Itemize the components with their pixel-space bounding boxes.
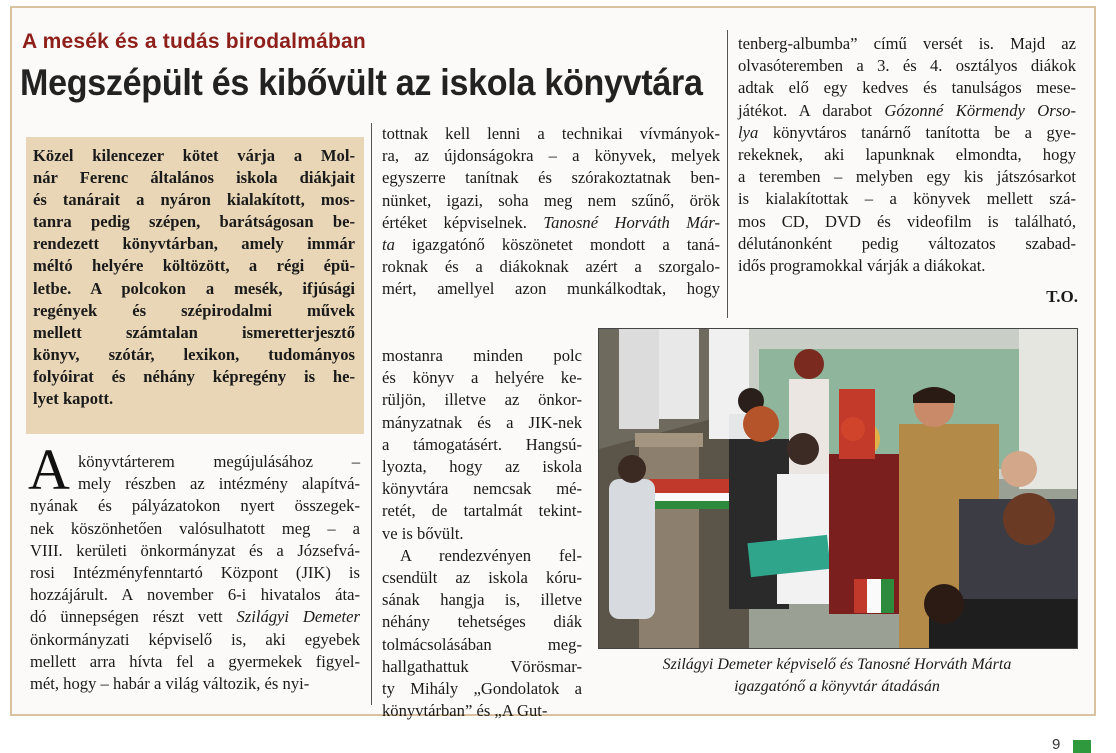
- text-line: csendült az iskola kóru-: [382, 568, 582, 588]
- text-line: méltó helyére költözött, a régi épü-: [33, 256, 355, 276]
- text-line: ty Mihály „Gondolatok a: [382, 679, 582, 699]
- text-line: is kialakítottak – a könyvek mellett szá-: [738, 189, 1076, 209]
- column-divider: [727, 30, 728, 318]
- article-kicker: A mesék és a tudás birodalmában: [22, 30, 366, 53]
- text-line: tanra pedig szépen, barátságosan be-: [33, 212, 355, 232]
- text-line: ta igazgatónő köszönetet mondott a taná-: [382, 235, 720, 255]
- text-line: mostanra minden polc: [382, 346, 582, 365]
- photo-caption: [600, 654, 1074, 698]
- text-line: mos CD, DVD és videofilm is található,: [738, 211, 1076, 231]
- text-line: folyóirat és néhány képregény is he-: [33, 366, 355, 386]
- text-line: és könyv a helyére ke-: [382, 368, 582, 388]
- text-line: dó ünnepségen részt vett Szilágyi Demeter: [30, 607, 360, 627]
- text-line: mányzatnak és a JIK-nek: [382, 412, 582, 432]
- text-line: sának hangja is, illetve: [382, 590, 582, 610]
- article-headline: Megszépült és kibővült az iskola könyvtára: [20, 62, 703, 103]
- text-line: retét, de tartalmát tekint-: [382, 501, 582, 521]
- lead-paragraph: [33, 145, 355, 410]
- text-line: mét, hogy – habár a világ változik, és nyi-: [30, 674, 310, 694]
- text-line: a teremben – melyben egy kis játszósarkot: [738, 167, 1076, 187]
- text-line: rüljön, illetve az önkor-: [382, 390, 582, 410]
- text-line: értéket képviselnek. Tanosné Horváth Már-: [382, 212, 720, 232]
- column-3-text: [738, 33, 1076, 277]
- text-line: lya könyvtáros tanárnő tanította be a gye-: [738, 122, 1076, 142]
- text-line: könyvtára nemcsak mé-: [382, 479, 582, 499]
- text-line: nünket, igazi, soha meg nem szűnő, örök: [382, 190, 720, 210]
- page-number: 9: [1052, 736, 1061, 753]
- page-marker: [1073, 740, 1091, 753]
- text-line: nyának és pályázatokon nyert összegek-: [30, 496, 360, 516]
- ceremony-photo: [598, 328, 1078, 649]
- text-line: mellett számtalan ismeretterjesztő: [33, 322, 355, 342]
- text-line: tenberg-albumba” című versét is. Majd az: [738, 34, 1076, 53]
- text-line: adtak elő egy kedves és tanulságos mese-: [738, 78, 1076, 98]
- column-divider: [371, 123, 372, 705]
- text-line: A rendezvényen fel-: [400, 545, 582, 565]
- text-line: néhány tehetséges diák: [382, 612, 582, 632]
- text-line: VIII. kerületi önkormányzat és a Józsefvá-: [30, 540, 360, 560]
- text-line: játékot. A darabot Gózonné Körmendy Orso-: [738, 100, 1076, 120]
- text-line: mellett arra hívta fel a gyermekek figyel-: [30, 651, 360, 671]
- text-line: a támogatásért. Hangsú-: [382, 434, 582, 454]
- text-line: lyozta, hogy az iskola: [382, 457, 582, 477]
- text-line: regények és szépirodalmi művek: [33, 300, 355, 320]
- text-line: roknak és a diákoknak azért a szorgalo-: [382, 257, 720, 277]
- caption-line: Szilágyi Demeter képviselő és Tanosné Horváth Márta: [662, 656, 1012, 673]
- text-line: rosi Intézményfenntartó Központ (JIK) is: [30, 563, 360, 583]
- text-line: tolmácsolásában meg-: [382, 634, 582, 654]
- text-line: hallgathattuk Vörösmar-: [382, 656, 582, 676]
- text-line: egyszerre tanítnak és szórakoztatnak ben-: [382, 168, 720, 188]
- text-line: könyvtárterem megújulásához –: [78, 452, 360, 471]
- caption-line: igazgatónő a könyvtár átadásán: [734, 678, 940, 695]
- text-line: könyv, szótár, lexikon, tudományos: [33, 344, 355, 364]
- column-1-text: [30, 451, 360, 695]
- text-line: mért, amellyel azon munkálkodtak, hogy: [382, 279, 720, 299]
- text-line: és tanárait a nyáron kialakított, mos-: [33, 190, 355, 210]
- column-2-text: [382, 123, 720, 301]
- text-line: nek köszönhetően valósulhatott meg – a: [30, 518, 360, 538]
- column-2-narrow-text: [382, 345, 582, 722]
- text-line: tottnak kell lenni a technikai vívmányok-: [382, 124, 720, 143]
- text-line: délutánonként pedig változatos szabad-: [738, 233, 1076, 253]
- text-line: ve is bővült.: [382, 523, 464, 543]
- text-line: nár Ferenc általános iskola diákjait: [33, 168, 355, 188]
- text-line: Közel kilencezer kötet várja a Mol-: [33, 146, 355, 165]
- text-line: ra, az újdonságokra – a könyvek, melyek: [382, 146, 720, 166]
- text-line: mely részben az intézmény alapítvá-: [78, 474, 360, 494]
- text-line: rendezett könyvtárban, amely immár: [33, 234, 355, 254]
- author-signature: T.O.: [1046, 287, 1078, 306]
- text-line: rekeknek, aki lapunknak elmondta, hogy: [738, 145, 1076, 165]
- text-line: idős programokkal várják a diákokat.: [738, 256, 986, 276]
- text-line: lyet kapott.: [33, 389, 114, 409]
- text-line: letbe. A polcokon a mesék, ifjúsági: [33, 278, 355, 298]
- text-line: olvasóteremben a 3. és 4. osztályos diákok: [738, 56, 1076, 76]
- text-line: önkormányzati képviselő is, aki egyebek: [30, 629, 360, 649]
- text-line: hozzájárult. A november 6-i hivatalos áta-: [30, 585, 360, 605]
- text-line: könyvtárban” és „A Gut-: [382, 701, 548, 721]
- drop-cap: A: [28, 437, 70, 502]
